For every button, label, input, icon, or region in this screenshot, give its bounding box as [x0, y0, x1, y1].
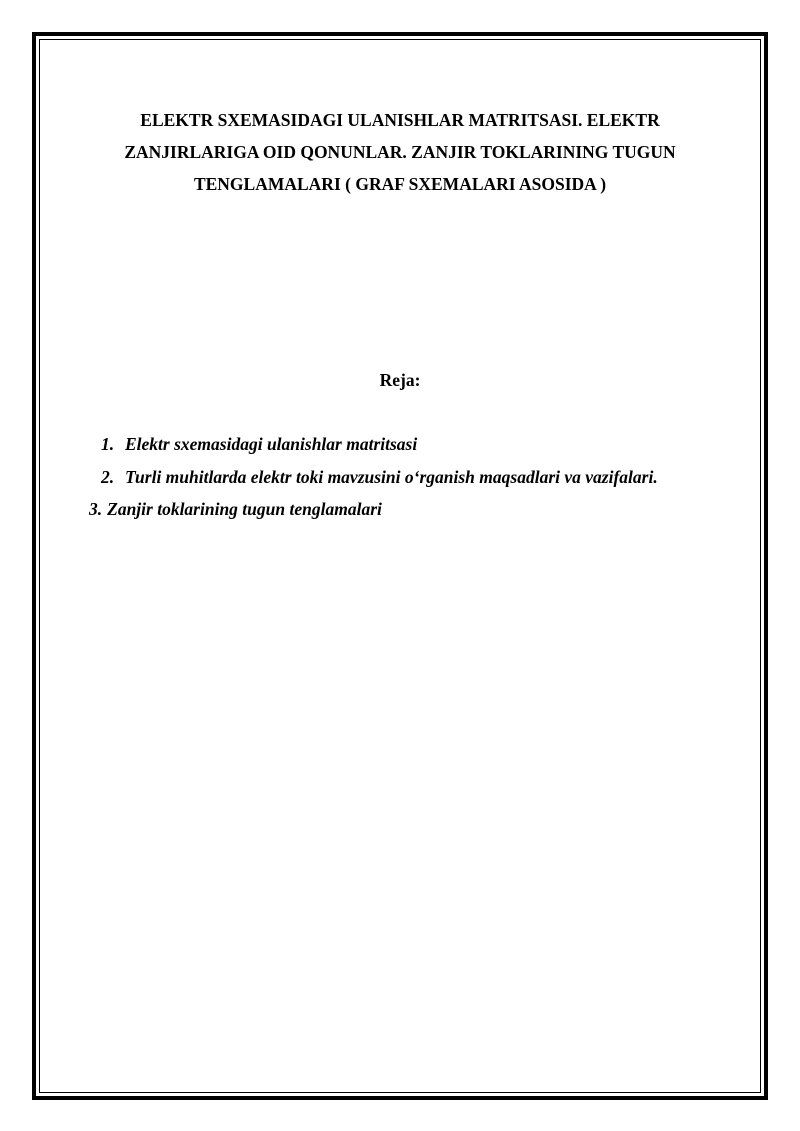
- plan-item-number: 2.: [101, 467, 115, 487]
- document-title: ELEKTR SXEMASIDAGI ULANISHLAR MATRITSASI. ELEKTR ZANJIRLARIGA OID QONUNLAR. ZANJIR TOKLARINING TUGUN TENGLAMALARI ( GRAF SXEMALARI ASOSIDA ): [124, 110, 676, 194]
- plan-item-2: [101, 463, 658, 491]
- plan-item-number: 3.: [89, 499, 103, 519]
- plan-item-1: [101, 430, 417, 458]
- plan-item-text: Elektr sxemasidagi ulanishlar matritsasi: [125, 434, 418, 454]
- plan-item-text: Zanjir toklarining tugun tenglamalari: [107, 499, 382, 519]
- plan-item-3: [89, 495, 382, 523]
- plan-heading: Reja:: [379, 370, 421, 390]
- plan-item-number: 1.: [101, 434, 115, 454]
- plan-item-text: Turli muhitlarda elektr toki mavzusini o‘rganish maqsadlari va vazifalari.: [125, 467, 658, 487]
